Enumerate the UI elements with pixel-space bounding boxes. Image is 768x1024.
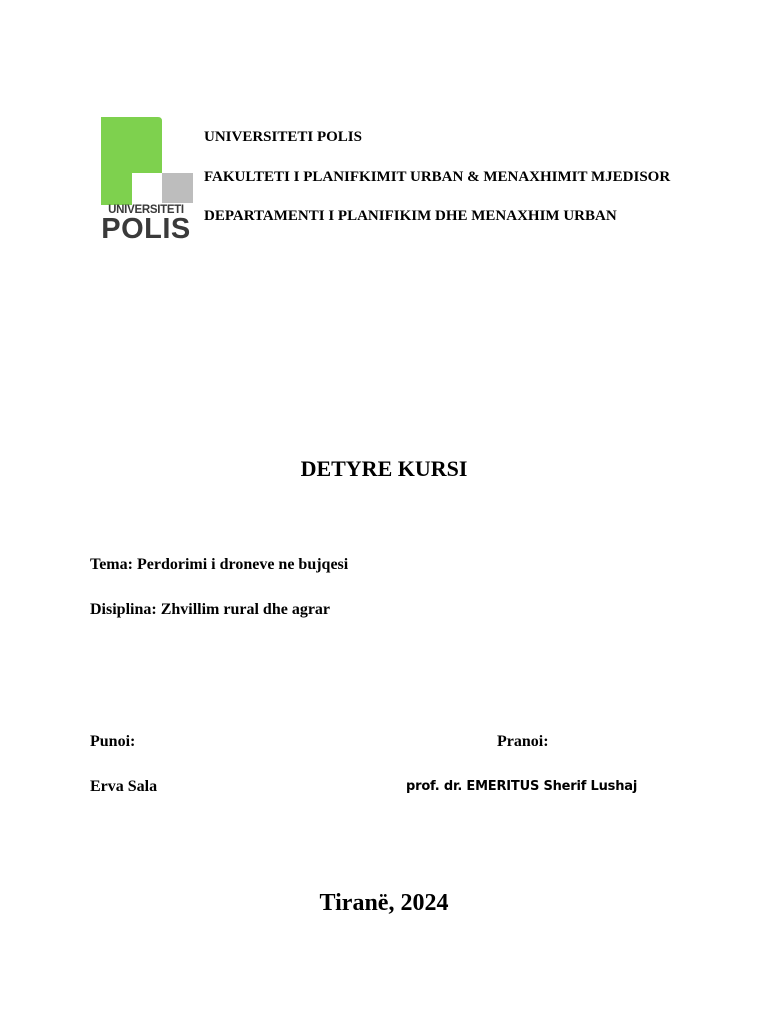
logo-wordmark-top: UNIVERSITETI bbox=[108, 204, 184, 216]
reviewer-name: prof. dr. EMERITUS Sherif Lushaj bbox=[406, 779, 638, 794]
header-faculty: FAKULTETI I PLANIFKIMIT URBAN & MENAXHIMIT MJEDISOR bbox=[204, 169, 671, 185]
author-label: Punoi: bbox=[90, 733, 136, 750]
document-title: DETYRE KURSI bbox=[300, 456, 468, 481]
logo-wordmark-bottom: POLIS bbox=[101, 213, 191, 239]
discipline-line: Disiplina: Zhvillim rural dhe agrar bbox=[90, 601, 331, 618]
topic-line: Tema: Perdorimi i droneve ne bujqesi bbox=[90, 556, 349, 573]
place-and-date: Tiranë, 2024 bbox=[319, 890, 449, 916]
logo-green-block bbox=[101, 117, 162, 205]
header-university: UNIVERSITETI POLIS bbox=[204, 129, 362, 145]
author-name: Erva Sala bbox=[90, 778, 158, 795]
university-logo bbox=[98, 117, 194, 239]
reviewer-label: Pranoi: bbox=[497, 733, 549, 750]
header-department: DEPARTAMENTI I PLANIFIKIM DHE MENAXHIM URBAN bbox=[204, 208, 617, 224]
logo-gray-block bbox=[162, 173, 193, 203]
